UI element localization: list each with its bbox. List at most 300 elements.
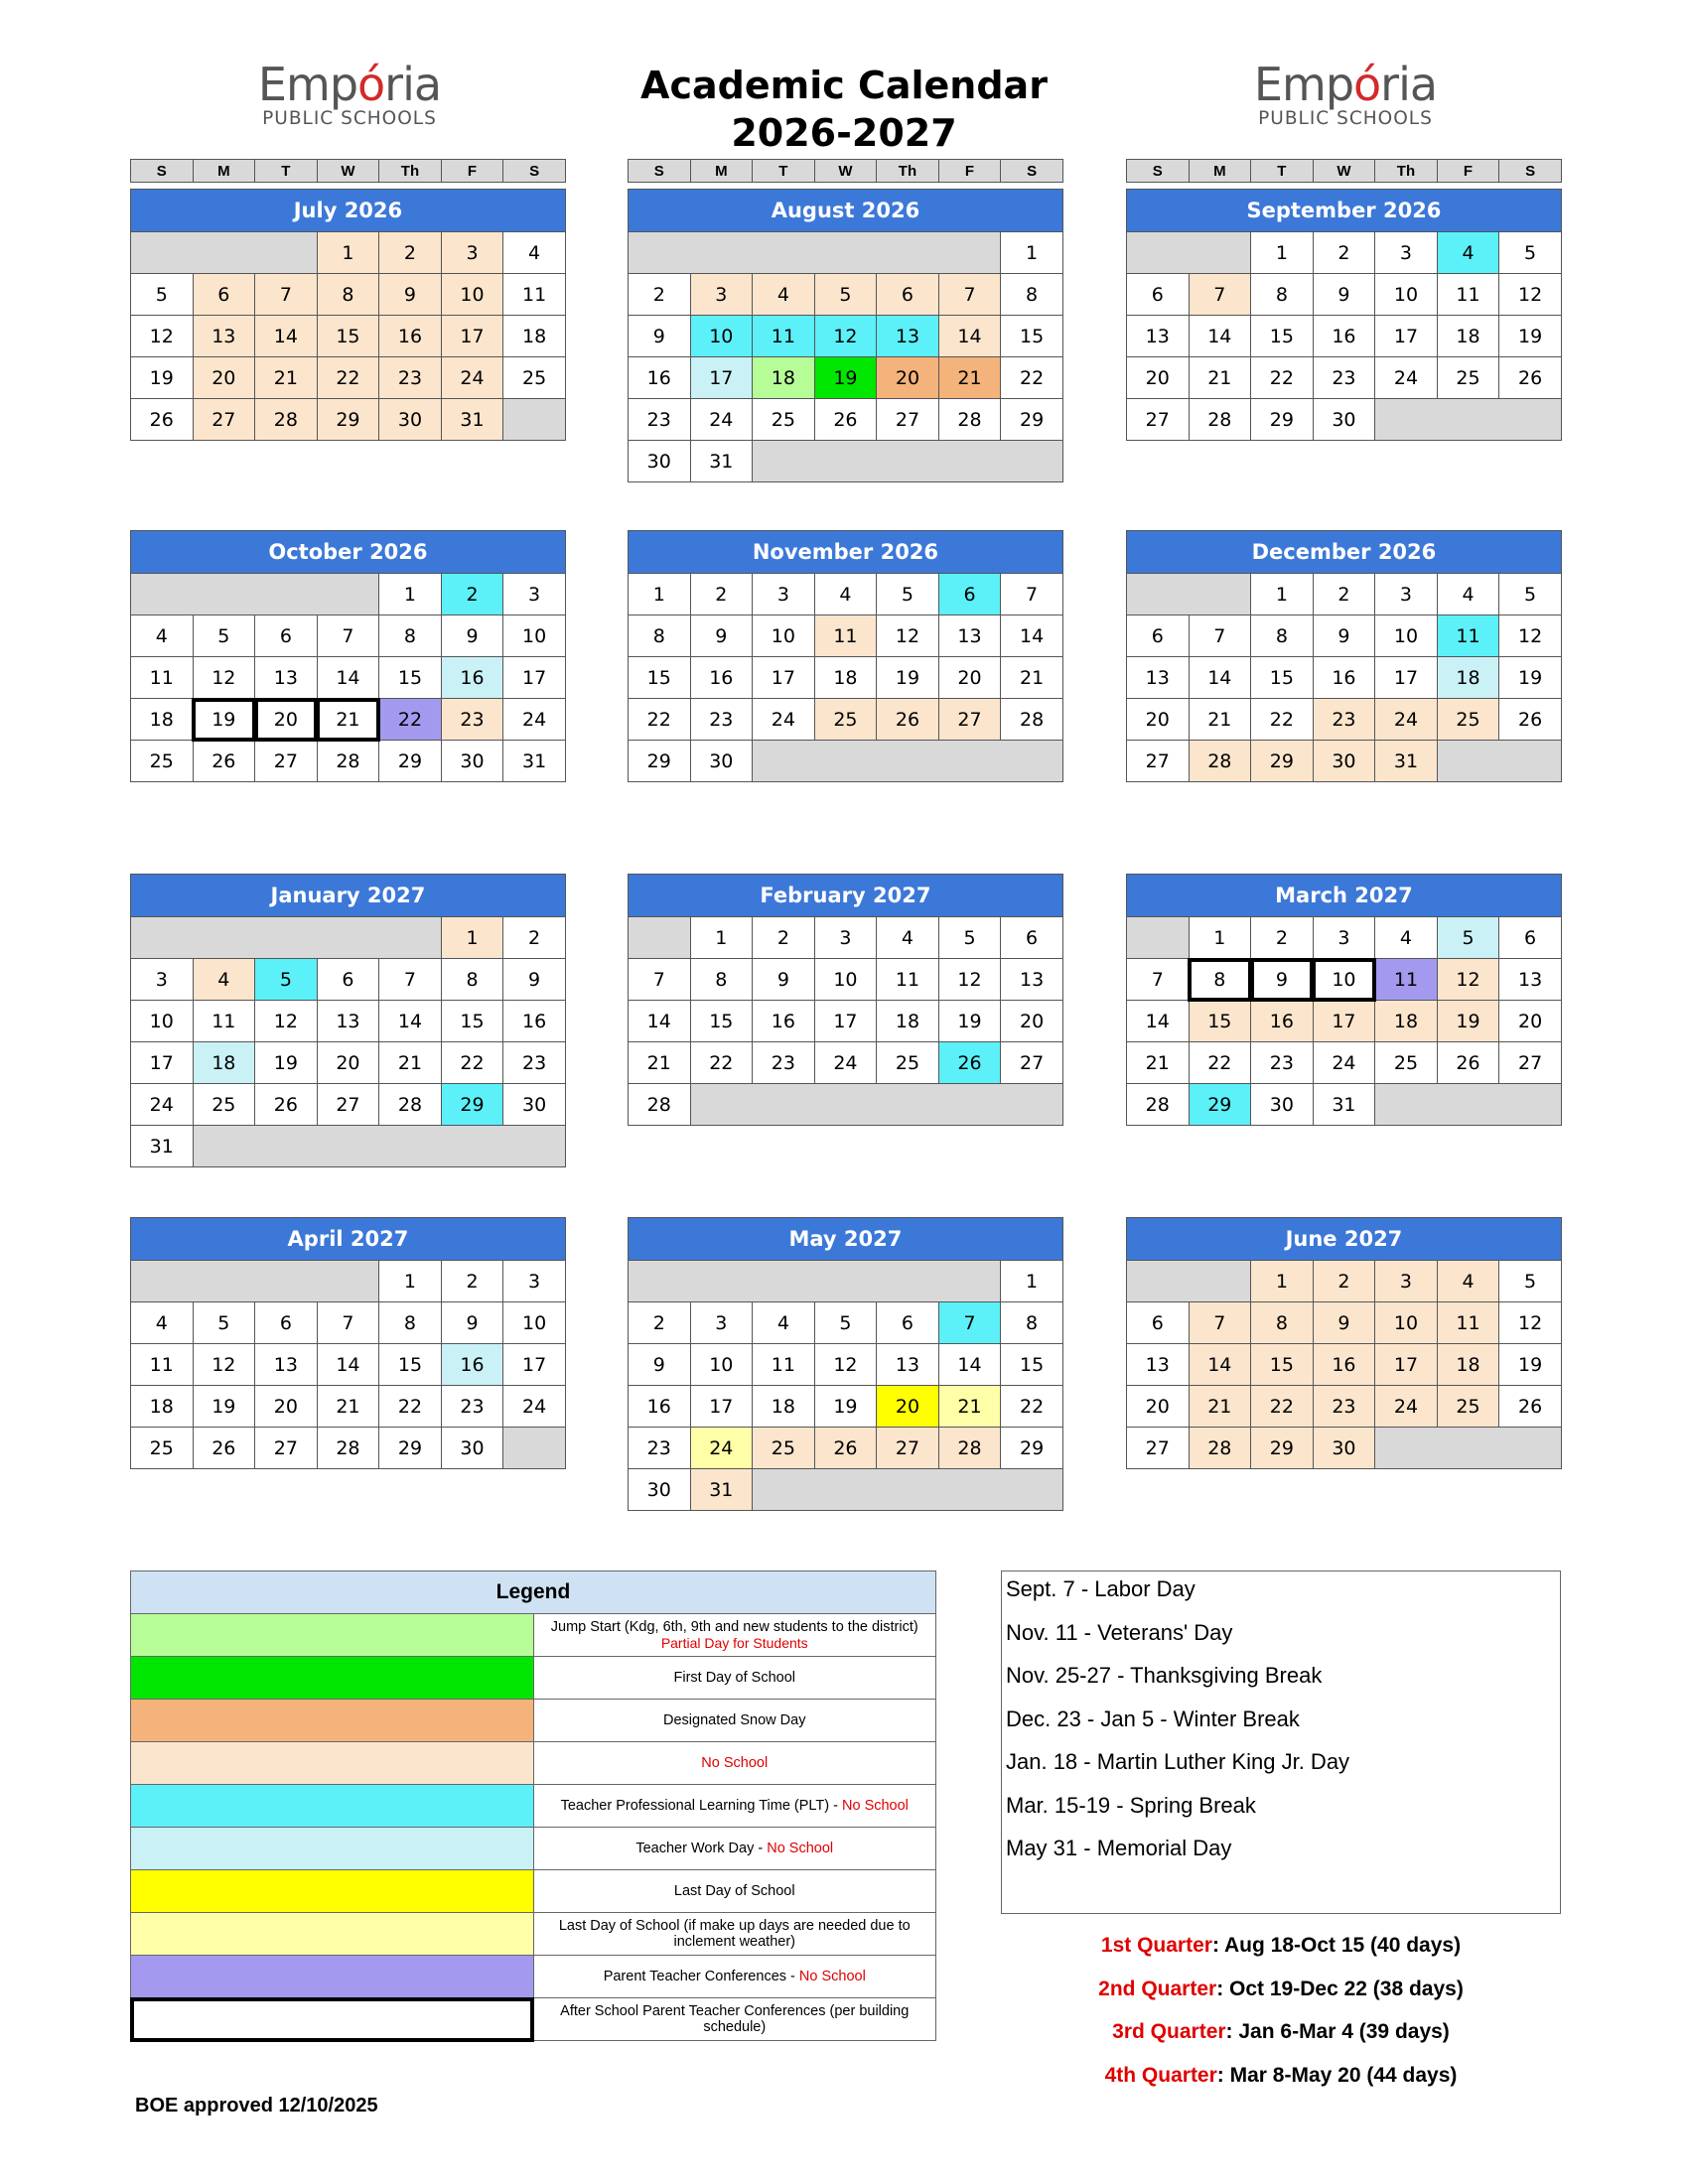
calendar-day: 16 — [629, 357, 691, 399]
calendar-day: 7 — [1189, 615, 1251, 657]
calendar-day: 11 — [1437, 274, 1499, 316]
empty-days — [1127, 1261, 1251, 1302]
calendar-day: 2 — [1313, 232, 1375, 274]
calendar-day: 25 — [1437, 1386, 1499, 1428]
calendar-day: 26 — [193, 1428, 255, 1469]
calendar-day: 25 — [753, 1428, 815, 1469]
calendar-day: 10 — [503, 615, 566, 657]
month-title: July 2026 — [131, 190, 566, 232]
logo-wordmark: Empória — [257, 58, 442, 111]
calendar-day: 21 — [1127, 1042, 1190, 1084]
calendar-day: 13 — [877, 1344, 939, 1386]
calendar-day: 30 — [1313, 741, 1375, 782]
month-calendar — [1126, 189, 1562, 441]
calendar-day: 5 — [814, 1302, 877, 1344]
legend-table — [130, 1570, 936, 2041]
calendar-day: 2 — [503, 917, 566, 959]
calendar-day: 28 — [1189, 1428, 1251, 1469]
empty-days — [1375, 399, 1562, 441]
calendar-day: 17 — [1375, 316, 1438, 357]
calendar-day: 6 — [938, 574, 1001, 615]
calendar-day: 19 — [1499, 1344, 1562, 1386]
calendar-day: 9 — [441, 615, 503, 657]
calendar-day: 10 — [441, 274, 503, 316]
calendar-day: 22 — [379, 1386, 442, 1428]
calendar-day: 10 — [690, 1344, 753, 1386]
calendar-day: 24 — [814, 1042, 877, 1084]
weekday-label: T — [1251, 160, 1314, 183]
calendar-day: 5 — [938, 917, 1001, 959]
calendar-day: 15 — [1189, 1001, 1251, 1042]
calendar-day: 3 — [1375, 232, 1438, 274]
calendar-day: 15 — [629, 657, 691, 699]
calendar-day: 19 — [255, 1042, 318, 1084]
calendar-day: 5 — [255, 959, 318, 1001]
month-calendar — [1126, 874, 1562, 1126]
calendar-day: 1 — [629, 574, 691, 615]
calendar-day: 26 — [814, 1428, 877, 1469]
empty-days — [131, 232, 318, 274]
quarter-item: 4th Quarter: Mar 8-May 20 (44 days) — [1104, 2064, 1458, 2088]
calendar-day: 7 — [255, 274, 318, 316]
legend-label: Last Day of School — [533, 1870, 936, 1913]
calendar-day: 26 — [255, 1084, 318, 1126]
calendar-day: 12 — [131, 316, 194, 357]
calendar-day: 18 — [1437, 1344, 1499, 1386]
calendar-day: 28 — [379, 1084, 442, 1126]
calendar-day: 25 — [877, 1042, 939, 1084]
calendar-day: 11 — [814, 615, 877, 657]
calendar-day: 27 — [877, 399, 939, 441]
calendar-day: 29 — [629, 741, 691, 782]
calendar-day: 26 — [131, 399, 194, 441]
empty-days — [629, 917, 691, 959]
calendar-day: 4 — [131, 615, 194, 657]
holiday-item: Nov. 11 - Veterans' Day — [1006, 1619, 1233, 1645]
calendar-day: 17 — [814, 1001, 877, 1042]
calendar-day: 18 — [1375, 1001, 1438, 1042]
calendar-day: 10 — [753, 615, 815, 657]
month-calendar — [628, 530, 1063, 782]
calendar-day: 12 — [193, 657, 255, 699]
month-calendar — [130, 530, 566, 782]
calendar-day: 23 — [1313, 1386, 1375, 1428]
empty-days — [629, 1261, 1001, 1302]
calendar-day: 23 — [629, 1428, 691, 1469]
legend-row — [131, 1614, 936, 1657]
calendar-day: 21 — [1189, 699, 1251, 741]
calendar-day: 22 — [1001, 1386, 1063, 1428]
legend-row — [131, 1742, 936, 1785]
title-line1: Academic Calendar — [640, 64, 1048, 107]
calendar-day: 10 — [131, 1001, 194, 1042]
calendar-day: 20 — [1127, 357, 1190, 399]
empty-days — [753, 441, 1063, 482]
legend-label: Designated Snow Day — [533, 1700, 936, 1742]
calendar-day: 14 — [1189, 1344, 1251, 1386]
calendar-day: 28 — [938, 1428, 1001, 1469]
calendar-day: 16 — [1313, 1344, 1375, 1386]
legend-row — [131, 1828, 936, 1870]
calendar-day: 14 — [1189, 657, 1251, 699]
calendar-day: 10 — [1375, 1302, 1438, 1344]
calendar-day: 5 — [1499, 574, 1562, 615]
weekday-label: T — [753, 160, 815, 183]
calendar-day: 11 — [1437, 1302, 1499, 1344]
month-title: March 2027 — [1127, 875, 1562, 917]
logo-wordmark: Empória — [1253, 58, 1438, 111]
calendar-day: 11 — [131, 657, 194, 699]
calendar-day: 30 — [629, 441, 691, 482]
month-calendar — [130, 874, 566, 1167]
legend-row — [131, 1700, 936, 1742]
calendar-day: 13 — [255, 657, 318, 699]
calendar-day: 27 — [1127, 399, 1190, 441]
calendar-day: 5 — [1499, 232, 1562, 274]
calendar-day: 23 — [379, 357, 442, 399]
calendar-day: 12 — [193, 1344, 255, 1386]
empty-days — [131, 1261, 379, 1302]
calendar-day: 4 — [814, 574, 877, 615]
calendar-day: 8 — [690, 959, 753, 1001]
calendar-day: 2 — [1251, 917, 1314, 959]
calendar-day: 25 — [753, 399, 815, 441]
calendar-day: 6 — [877, 1302, 939, 1344]
calendar-day: 20 — [1127, 1386, 1190, 1428]
calendar-day: 4 — [877, 917, 939, 959]
calendar-day: 4 — [503, 232, 566, 274]
calendar-day: 4 — [131, 1302, 194, 1344]
weekday-label: W — [814, 160, 877, 183]
calendar-day: 2 — [690, 574, 753, 615]
calendar-day: 16 — [1251, 1001, 1314, 1042]
calendar-day: 26 — [877, 699, 939, 741]
calendar-day: 5 — [193, 615, 255, 657]
calendar-day: 23 — [629, 399, 691, 441]
quarter-item: 2nd Quarter: Oct 19-Dec 22 (38 days) — [1098, 1977, 1464, 2000]
month-calendar — [130, 189, 566, 441]
empty-days — [1127, 917, 1190, 959]
calendar-day: 13 — [1001, 959, 1063, 1001]
calendar-day: 9 — [441, 1302, 503, 1344]
calendar-day: 6 — [1127, 274, 1190, 316]
calendar-day: 9 — [1313, 615, 1375, 657]
calendar-day: 20 — [877, 1386, 939, 1428]
calendar-day: 5 — [814, 274, 877, 316]
calendar-day: 24 — [690, 1428, 753, 1469]
empty-days — [1127, 574, 1251, 615]
calendar-day: 26 — [1499, 357, 1562, 399]
weekday-label: S — [131, 160, 194, 183]
weekday-label: W — [317, 160, 379, 183]
calendar-day: 14 — [629, 1001, 691, 1042]
calendar-day: 12 — [1499, 615, 1562, 657]
holiday-item: Mar. 15-19 - Spring Break — [1006, 1792, 1256, 1818]
calendar-day: 27 — [255, 1428, 318, 1469]
month-title: February 2027 — [629, 875, 1063, 917]
calendar-day: 16 — [441, 1344, 503, 1386]
month-calendar — [628, 874, 1063, 1126]
calendar-day: 9 — [1313, 1302, 1375, 1344]
calendar-day: 20 — [877, 357, 939, 399]
calendar-day: 1 — [441, 917, 503, 959]
calendar-day: 12 — [814, 1344, 877, 1386]
calendar-day: 30 — [690, 741, 753, 782]
calendar-day: 28 — [938, 399, 1001, 441]
calendar-day: 14 — [1189, 316, 1251, 357]
calendar-day: 27 — [938, 699, 1001, 741]
calendar-day: 28 — [1189, 741, 1251, 782]
calendar-day: 12 — [255, 1001, 318, 1042]
calendar-day: 16 — [690, 657, 753, 699]
calendar-day: 25 — [814, 699, 877, 741]
calendar-day: 29 — [1251, 1428, 1314, 1469]
legend-swatch — [131, 1657, 534, 1700]
calendar-day: 21 — [317, 1386, 379, 1428]
calendar-day: 18 — [1437, 657, 1499, 699]
month-calendar — [628, 1217, 1063, 1511]
month-title: August 2026 — [629, 190, 1063, 232]
calendar-day: 6 — [1001, 917, 1063, 959]
empty-days — [690, 1084, 1062, 1126]
calendar-day: 15 — [690, 1001, 753, 1042]
calendar-day: 13 — [1499, 959, 1562, 1001]
calendar-day: 20 — [255, 1386, 318, 1428]
calendar-day: 27 — [1127, 741, 1190, 782]
month-title: December 2026 — [1127, 531, 1562, 574]
legend-label: First Day of School — [533, 1657, 936, 1700]
calendar-day: 8 — [629, 615, 691, 657]
calendar-day: 21 — [938, 357, 1001, 399]
calendar-day: 17 — [503, 657, 566, 699]
calendar-day: 15 — [441, 1001, 503, 1042]
calendar-day: 3 — [690, 1302, 753, 1344]
calendar-day: 9 — [503, 959, 566, 1001]
calendar-day: 24 — [1375, 699, 1438, 741]
month-title: May 2027 — [629, 1218, 1063, 1261]
calendar-day: 13 — [255, 1344, 318, 1386]
logo-left — [250, 60, 449, 129]
calendar-day: 11 — [753, 1344, 815, 1386]
empty-days — [131, 917, 442, 959]
calendar-day: 26 — [1499, 699, 1562, 741]
calendar-day: 7 — [1189, 274, 1251, 316]
month-calendar — [1126, 530, 1562, 782]
calendar-day: 12 — [1437, 959, 1499, 1001]
calendar-day: 16 — [441, 657, 503, 699]
calendar-day: 11 — [503, 274, 566, 316]
calendar-day: 30 — [1313, 399, 1375, 441]
month-title: January 2027 — [131, 875, 566, 917]
calendar-day: 4 — [1375, 917, 1438, 959]
calendar-day: 9 — [379, 274, 442, 316]
calendar-day: 8 — [379, 615, 442, 657]
calendar-day: 6 — [255, 1302, 318, 1344]
calendar-day: 17 — [690, 357, 753, 399]
calendar-day: 6 — [193, 274, 255, 316]
legend-swatch — [131, 1742, 534, 1785]
calendar-day: 8 — [1001, 274, 1063, 316]
calendar-day: 31 — [1313, 1084, 1375, 1126]
calendar-day: 11 — [131, 1344, 194, 1386]
calendar-day: 5 — [877, 574, 939, 615]
calendar-day: 18 — [193, 1042, 255, 1084]
calendar-day: 18 — [814, 657, 877, 699]
calendar-day: 31 — [690, 441, 753, 482]
calendar-day: 25 — [1437, 699, 1499, 741]
calendar-day: 6 — [1127, 1302, 1190, 1344]
calendar-day: 24 — [1313, 1042, 1375, 1084]
calendar-day: 13 — [938, 615, 1001, 657]
calendar-day: 18 — [503, 316, 566, 357]
calendar-day: 22 — [441, 1042, 503, 1084]
weekday-header — [1126, 159, 1562, 183]
weekday-header — [628, 159, 1063, 183]
calendar-day: 21 — [1189, 1386, 1251, 1428]
weekday-label: M — [1189, 160, 1251, 183]
calendar-day: 30 — [629, 1469, 691, 1511]
calendar-day: 19 — [814, 1386, 877, 1428]
weekday-label: T — [255, 160, 318, 183]
calendar-day: 16 — [629, 1386, 691, 1428]
calendar-day: 1 — [317, 232, 379, 274]
calendar-day: 10 — [1313, 959, 1375, 1001]
calendar-day: 23 — [503, 1042, 566, 1084]
calendar-day: 26 — [938, 1042, 1001, 1084]
holiday-item: Jan. 18 - Martin Luther King Jr. Day — [1006, 1749, 1350, 1774]
calendar-day: 15 — [1251, 1344, 1314, 1386]
calendar-day: 6 — [877, 274, 939, 316]
calendar-day: 29 — [1001, 399, 1063, 441]
calendar-day: 31 — [1375, 741, 1438, 782]
calendar-day: 23 — [1251, 1042, 1314, 1084]
calendar-day: 27 — [317, 1084, 379, 1126]
empty-days — [629, 232, 1001, 274]
calendar-day: 5 — [1499, 1261, 1562, 1302]
calendar-day: 21 — [938, 1386, 1001, 1428]
calendar-day: 27 — [1001, 1042, 1063, 1084]
month-title: October 2026 — [131, 531, 566, 574]
calendar-day: 5 — [131, 274, 194, 316]
weekday-label: Th — [379, 160, 442, 183]
calendar-day: 14 — [317, 657, 379, 699]
calendar-day: 7 — [938, 1302, 1001, 1344]
calendar-day: 3 — [503, 574, 566, 615]
calendar-day: 2 — [1313, 574, 1375, 615]
calendar-day: 30 — [441, 741, 503, 782]
calendar-day: 2 — [379, 232, 442, 274]
calendar-day: 31 — [441, 399, 503, 441]
calendar-day: 22 — [629, 699, 691, 741]
calendar-day: 10 — [690, 316, 753, 357]
calendar-day: 15 — [379, 657, 442, 699]
calendar-day: 18 — [753, 357, 815, 399]
calendar-day: 18 — [131, 1386, 194, 1428]
calendar-day: 15 — [1001, 1344, 1063, 1386]
calendar-day: 12 — [1499, 274, 1562, 316]
calendar-day: 1 — [1001, 1261, 1063, 1302]
calendar-day: 28 — [1189, 399, 1251, 441]
calendar-day: 1 — [690, 917, 753, 959]
calendar-day: 17 — [131, 1042, 194, 1084]
calendar-day: 27 — [1127, 1428, 1190, 1469]
weekday-label: Th — [877, 160, 939, 183]
calendar-day: 11 — [1375, 959, 1438, 1001]
weekday-label: F — [1437, 160, 1499, 183]
calendar-day: 2 — [629, 1302, 691, 1344]
page-title — [596, 62, 1092, 157]
month-calendar — [1126, 1217, 1562, 1469]
calendar-day: 11 — [877, 959, 939, 1001]
legend-swatch — [131, 1956, 534, 1998]
empty-days — [1375, 1428, 1562, 1469]
calendar-day: 17 — [441, 316, 503, 357]
legend-row — [131, 1913, 936, 1956]
month-calendar — [628, 189, 1063, 482]
calendar-day: 15 — [1001, 316, 1063, 357]
calendar-day: 30 — [1251, 1084, 1314, 1126]
calendar-day: 16 — [1313, 316, 1375, 357]
calendar-day: 29 — [1251, 741, 1314, 782]
quarter-list — [1001, 1924, 1561, 2098]
calendar-day: 22 — [1001, 357, 1063, 399]
holiday-item: Nov. 25-27 - Thanksgiving Break — [1006, 1663, 1323, 1688]
month-title: April 2027 — [131, 1218, 566, 1261]
calendar-day: 9 — [753, 959, 815, 1001]
calendar-day: 1 — [379, 574, 442, 615]
calendar-day: 22 — [379, 699, 442, 741]
legend-swatch — [131, 1870, 534, 1913]
calendar-day: 9 — [629, 1344, 691, 1386]
weekday-label: S — [629, 160, 691, 183]
calendar-day: 3 — [503, 1261, 566, 1302]
calendar-day: 3 — [1375, 574, 1438, 615]
calendar-day: 16 — [379, 316, 442, 357]
calendar-day: 22 — [1251, 1386, 1314, 1428]
calendar-day: 4 — [1437, 232, 1499, 274]
calendar-day: 29 — [441, 1084, 503, 1126]
calendar-day: 24 — [690, 399, 753, 441]
month-title: September 2026 — [1127, 190, 1562, 232]
holiday-item: Sept. 7 - Labor Day — [1006, 1576, 1196, 1601]
legend-title: Legend — [131, 1571, 936, 1614]
empty-days — [1375, 1084, 1562, 1126]
calendar-day: 3 — [131, 959, 194, 1001]
calendar-day: 9 — [629, 316, 691, 357]
empty-days — [1127, 232, 1251, 274]
calendar-day: 21 — [379, 1042, 442, 1084]
calendar-day: 28 — [317, 1428, 379, 1469]
calendar-day: 20 — [193, 357, 255, 399]
calendar-day: 20 — [1499, 1001, 1562, 1042]
calendar-day: 23 — [753, 1042, 815, 1084]
calendar-day: 18 — [1437, 316, 1499, 357]
calendar-day: 20 — [317, 1042, 379, 1084]
weekday-label: F — [441, 160, 503, 183]
calendar-day: 25 — [131, 1428, 194, 1469]
calendar-day: 2 — [629, 274, 691, 316]
calendar-day: 17 — [690, 1386, 753, 1428]
legend-swatch — [131, 1700, 534, 1742]
legend-label: Last Day of School (if make up days are needed due to inclement weather) — [533, 1913, 936, 1956]
quarter-item: 1st Quarter: Aug 18-Oct 15 (40 days) — [1100, 1934, 1462, 1957]
calendar-day: 14 — [317, 1344, 379, 1386]
calendar-day: 24 — [1375, 357, 1438, 399]
calendar-day: 28 — [255, 399, 318, 441]
calendar-day: 1 — [1251, 1261, 1314, 1302]
calendar-day: 1 — [379, 1261, 442, 1302]
calendar-day: 25 — [1375, 1042, 1438, 1084]
